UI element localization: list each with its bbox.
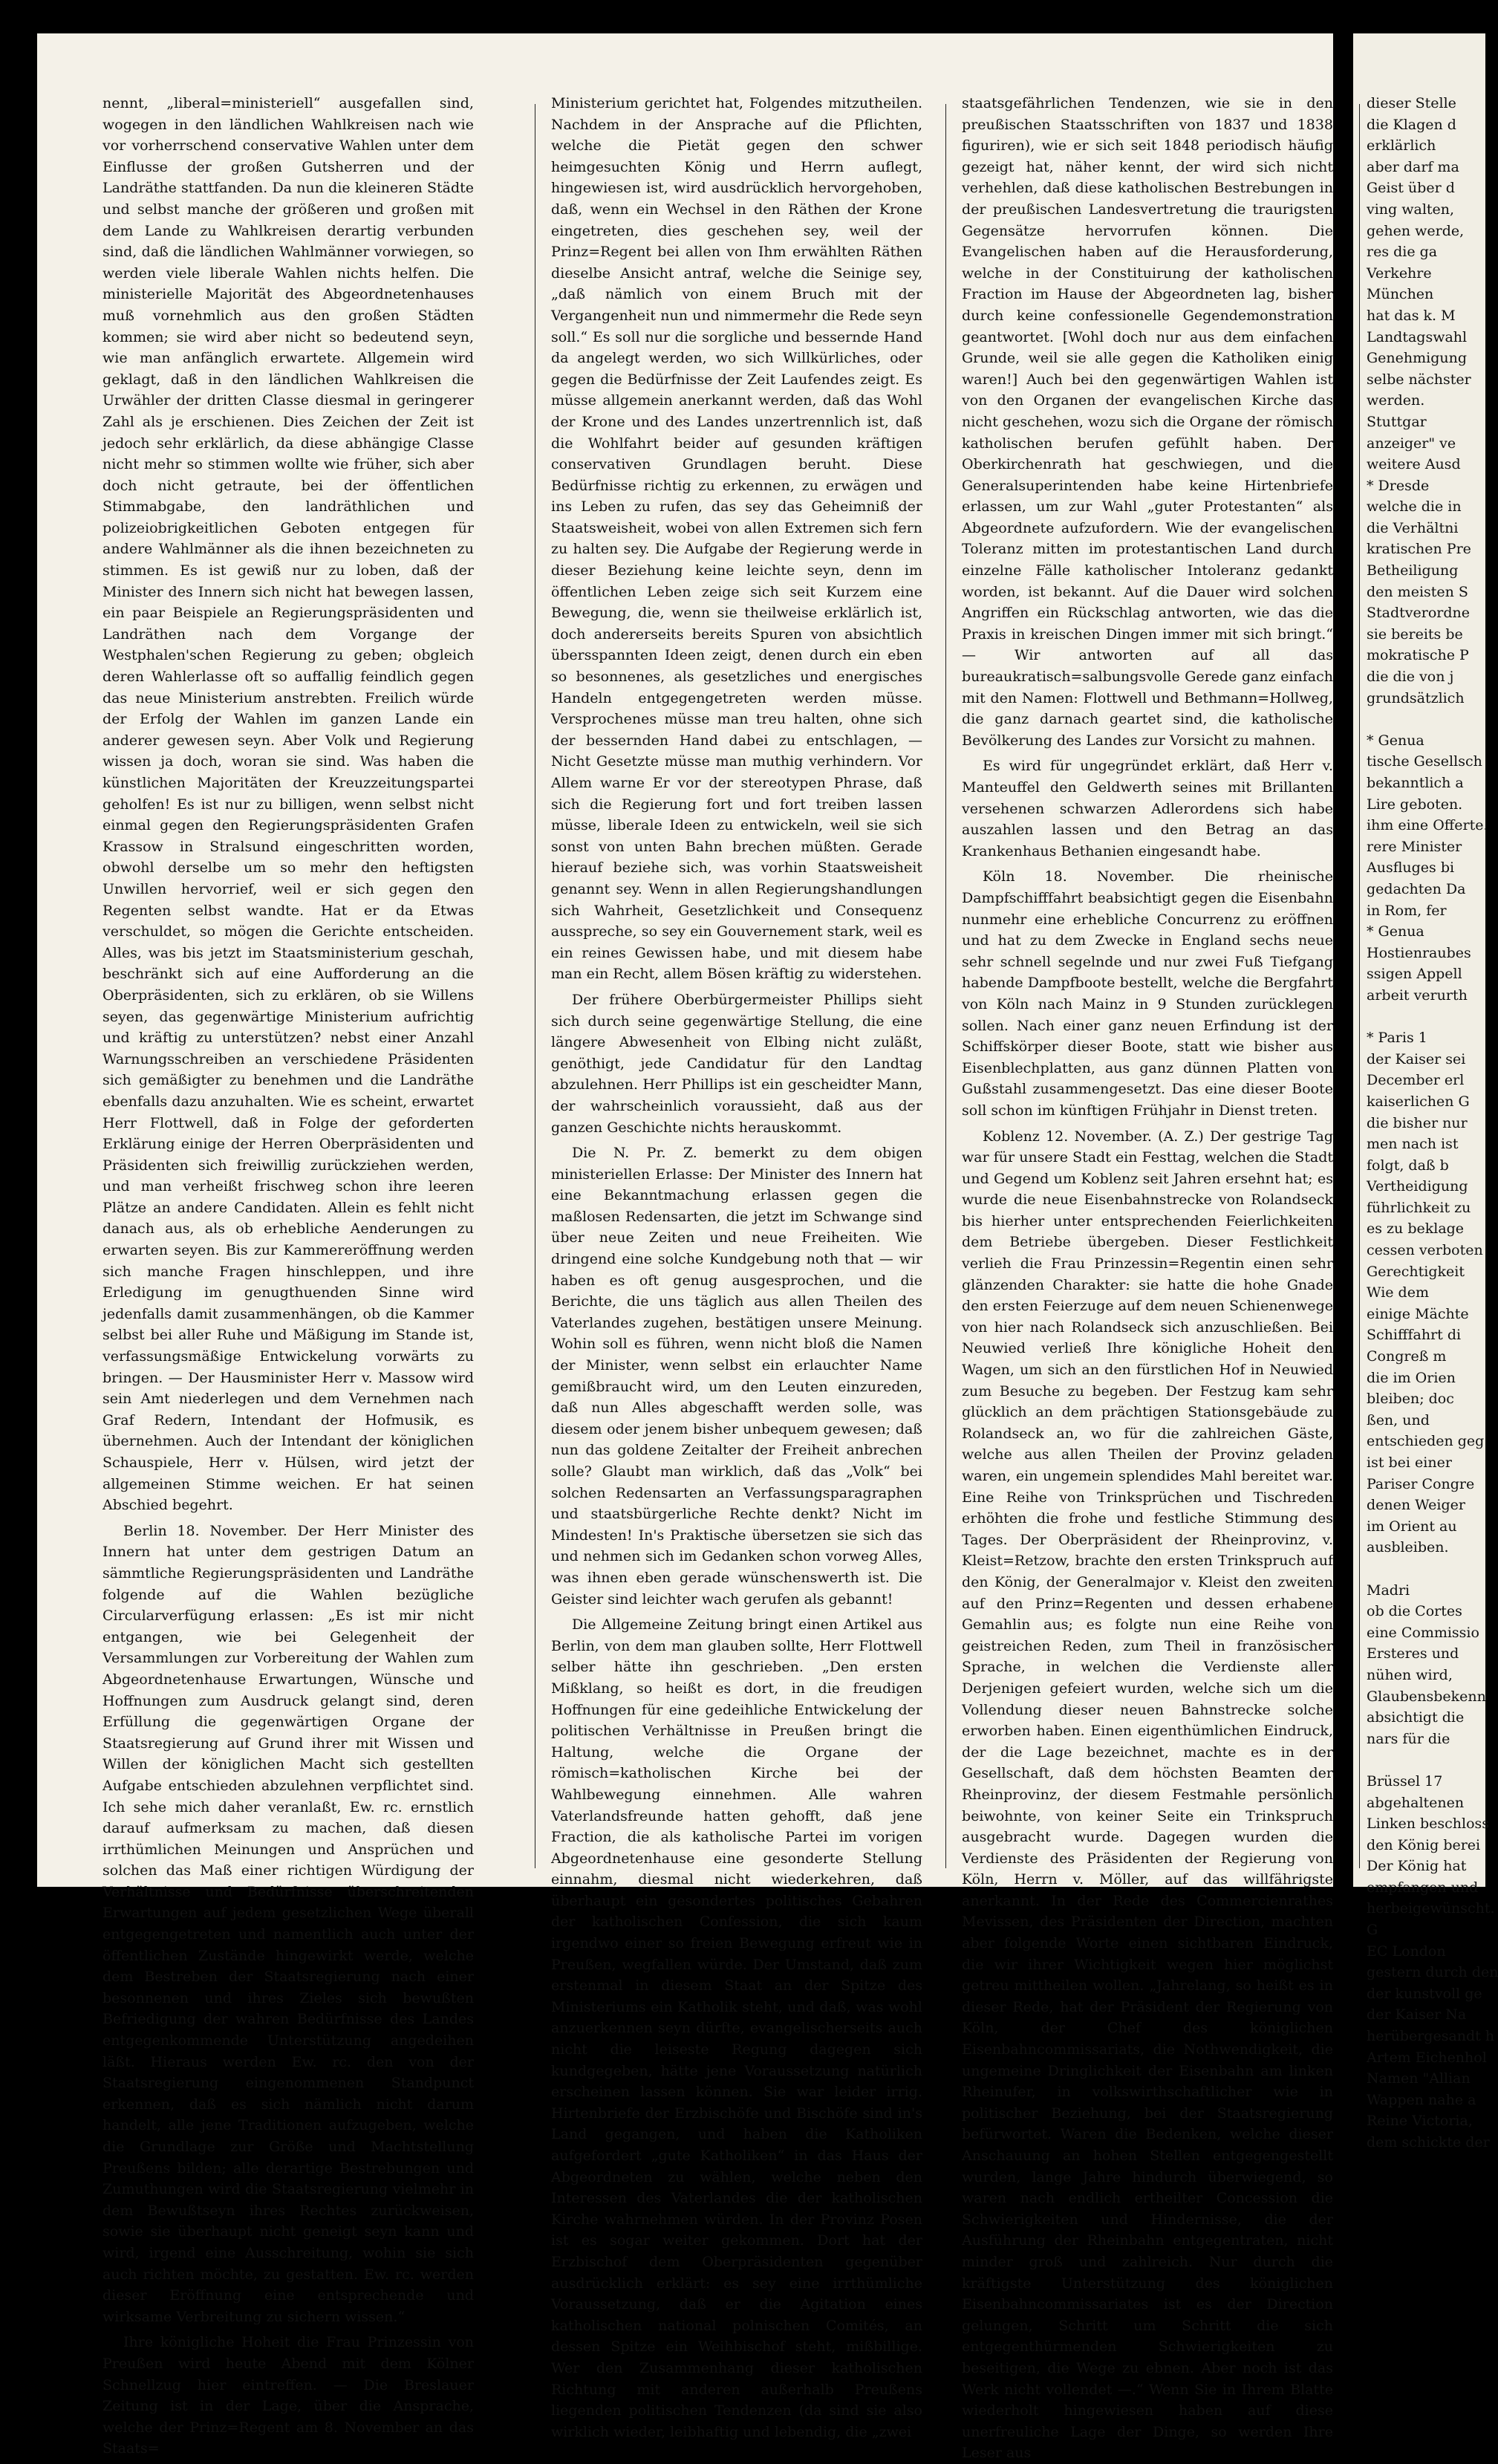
- strip-line: werden.: [1367, 392, 1425, 409]
- strip-line: arbeit verurth: [1367, 986, 1468, 1004]
- strip-line: Linken beschloss: [1367, 1816, 1490, 1833]
- strip-line: die die von j: [1367, 669, 1454, 686]
- strip-line: * Genua: [1367, 923, 1424, 940]
- paragraph: Der frühere Oberbürgermeister Phillips sieht sich durch seine gegenwärtige Stellung, die eine längere Abwesenheit von Elbing nicht zuläßt, genöthigt, jede Candidatur für den Landtag abzulehnen. Herr Phillips ist ein gescheidter Mann, der wahrscheinlich voraussieht, daß aus der ganzen Geschichte nichts herauskommt.: [551, 991, 922, 1136]
- column-rule: [945, 104, 946, 1868]
- strip-line: nars für die: [1367, 1730, 1450, 1747]
- strip-line: kaiserlichen G: [1367, 1093, 1470, 1110]
- strip-line: Geist über d: [1367, 180, 1455, 197]
- strip-line: aber darf ma: [1367, 158, 1459, 175]
- strip-line: gestern durch den: [1367, 1964, 1498, 1981]
- strip-line: Wappen nahe a: [1367, 2091, 1476, 2108]
- strip-line: Ausfluges bi: [1367, 859, 1455, 877]
- strip-line: tische Gesellsch: [1367, 753, 1482, 770]
- strip-line: ist bei einer: [1367, 1454, 1452, 1471]
- strip-line: * Paris 1: [1367, 1030, 1427, 1047]
- strip-line: der kunstvoll ge: [1367, 1985, 1482, 2002]
- strip-line: führlichkeit zu: [1367, 1199, 1471, 1216]
- strip-line: anzeiger" ve: [1367, 435, 1456, 452]
- strip-line: Congreß m: [1367, 1348, 1447, 1365]
- strip-line: ßen, und: [1367, 1411, 1430, 1428]
- strip-line: eine Commissio: [1367, 1624, 1479, 1641]
- strip-line: kratischen Pre: [1367, 541, 1471, 558]
- strip-line: Artem Eichenhol: [1367, 2049, 1487, 2066]
- strip-line: * Genua: [1367, 732, 1424, 749]
- strip-line: Vertheidigung: [1367, 1178, 1468, 1195]
- strip-line: empfangen und: [1367, 1879, 1479, 1896]
- strip-line: entschieden geg: [1367, 1433, 1485, 1450]
- paragraph: Die N. Pr. Z. bemerkt zu dem obigen ministeriellen Erlasse: Der Minister des Innern hat eine Bekanntmachung erlassen gegen die maßlosen Redensarten, die jetzt im Schwange sind über neue Zeiten und neue Freiheiten. Wie dringend eine solche Kundgebung noth that — wir haben es oft genug ausgesprochen, und die Berichte, die uns täglich aus allen Theilen des Vaterlandes zugehen, bestätigen unsere Meinung. Wohin soll es führen, wenn nicht bloß die Namen der Minister, wenn selbst ein erlauchter Name gemißbraucht wird, um den Leuten einzureden, daß nun Alles abgeschafft werden solle, was diesem oder jenem bisher unbequem gewesen; daß nun das goldene Zeitalter der Freiheit anbrechen solle? Glaubt man wirklich, daß das „Volk“ bei solchen Redensarten an Verfassungsparagraphen und staatsbürgerliche Rechte denkt? Nicht im Mindesten! In's Praktische übersetzen sie sich das und nehmen sich im Gedanken schon vorweg Alles, was ihnen eben gerade wünschenswerth ist. Die Geister sind leichter wach gerufen als gebannt!: [551, 1145, 922, 1608]
- strip-line: EC London: [1367, 1943, 1446, 1960]
- paragraph: Koblenz 12. November. (A. Z.) Der gestrige Tag war für unsere Stadt ein Festtag, welchen die Stadt und Gegend um Koblenz seit Jahren ersehnt hat; es wurde die neue Eisenbahnstrecke von Rolandseck bis hierher unter entsprechenden Feierlichkeiten dem Betriebe übergeben. Dieser Festlichkeit verlieh die Frau Prinzessin=Regentin einen sehr glänzenden Charakter: sie hatte die hohe Gnade den ersten Feierzuge auf dem neuen Schienenwege von hier nach Rolandseck sich anzuschließen. Bei Neuwied verließ Ihre königliche Hoheit den Wagen, um sich an den fürstlichen Hof in Neuwied zum Besuche zu begeben. Der Festzug kam sehr glücklich an dem prächtigen Stationsgebäude zu Rolandseck an, wo für die zahlreichen Gäste, welche aus allen Theilen der Provinz geladen waren, ein ungemein splendides Mahl bereitet war. Eine Reihe von Trinksprüchen und Tischreden erhöhten die frohe und festliche Stimmung des Tages. Der Oberpräsident der Rheinprovinz, v. Kleist=Retzow, brachte den ersten Trinkspruch auf den König, der Generalmajor v. Kleist den zweiten auf den Prinz=Regenten und dessen erhabene Gemahlin aus; es folgte nun eine Reihe von geistreichen Reden, zum Theil in französischer Sprache, in welchen die Verdienste aller Derjenigen gefeiert wurden, welche sich um die Vollendung dieser neuen Bahnstrecke solche erworben haben. Einen eigenthümlichen Eindruck, der die Lage bezeichnet, machte es in der Gesellschaft, daß dem höchsten Beamten der Rheinprovinz, der diesem Festmahle persönlich beiwohnte, von keiner Seite ein Trinkspruch ausgebracht wurde. Dagegen wurden die Verdienste des Präsidenten der Regierung von Köln, Herrn v. Möller, auf das willfährigste anerkannt. In der Rede des Commercienrathes Mevissen, des Präsidenten der Direction, machten aber folgende Worte einen sichtbaren Eindruck, die wir ihrer Wichtigkeit wegen hier möglichst getreu mittheilen wollen. „Jahrelang, so heißt es in dieser Rede, hat der Präsident der Regierung von Köln, der Chef des königlichen Eisenbahncommissariats, die Nothwendigkeit, die ungemeine Dringlichkeit der Eisenbahn am linken Rheinufer, in volkswirthschaftlicher wie in politischer Beziehung, bei der Staatsregierung befürwortet. Waren die Bedenken, welche dieser Anschauung an hohen Stellen entgegengestellt wurden, lange Jahre hindurch überwiegend, so waren nach endlich ertheilter Concession die Schwierigkeiten und Hindernisse, die der Ausführung der Rheinbahn entgegentraten, nicht minder groß und zahlreich. Nur durch die kräftigste Unterstützung des königlichen Eisenbahncommissariates ist es der Direction gelungen, Schritt um Schritt die sich entgegenthürmenden Schwierigkeiten zu beseitigen, die Wege zu ebnen. Aber noch ist das Werk nicht vollendet —.“ Wenn Sie in Ihrem Blatte wiederholt hingewiesen haben auf diese unerfreuliche Lage der Dinge, so werden Ihre Leser aus: [962, 1128, 1333, 2462]
- strip-line: Stadtverordne: [1367, 605, 1471, 622]
- column-3: [962, 93, 1333, 2462]
- strip-line: Gerechtigkeit: [1367, 1263, 1465, 1280]
- strip-line: gehen werde,: [1367, 222, 1465, 239]
- strip-line: herbeigewünscht.: [1367, 1900, 1495, 1917]
- strip-line: einige Mächte: [1367, 1305, 1469, 1322]
- strip-line: hat das k. M: [1367, 307, 1456, 324]
- strip-line: Landtagswahl: [1367, 328, 1468, 345]
- strip-line: [1353, 1007, 1485, 1028]
- strip-line: men nach ist: [1367, 1136, 1459, 1153]
- strip-line: selbe nächster: [1367, 371, 1471, 388]
- strip-line: die Verhältni: [1367, 519, 1459, 536]
- strip-line: folgt, daß b: [1367, 1157, 1449, 1174]
- strip-line: herübergesandt h: [1367, 2028, 1495, 2045]
- strip-line: Hostienraubes: [1367, 944, 1471, 961]
- strip-line: nühen wird,: [1367, 1666, 1453, 1683]
- strip-line: absichtigt die: [1367, 1709, 1465, 1726]
- strip-line: der Kaiser Na: [1367, 2006, 1467, 2023]
- paragraph: Die Allgemeine Zeitung bringt einen Artikel aus Berlin, von dem man glauben sollte, Herr Flottwell selber hätte ihn geschrieben. „Den ersten Mißklang, so heißt es dort, in die freudigen Hoffnungen für eine gedeihliche Entwickelung der politischen Verhältnisse in Preußen bringt die Haltung, welche die Organe der römisch=katholischen Kirche bei der Wahlbewegung einnehmen. Alle wahren Vaterlandsfreunde hatten gehofft, daß jene Fraction, die als katholische Partei im vorigen Abgeordnetenhause eine gesonderte Stellung einnahm, diesmal nicht wiederkehren, daß überhaupt ein gesondertes politisches Gebahren der katholischen Confession, die sich kaum irgendwo einer so freien Bewegung erfreut wie in Preußen, wegfallen würde. Der Umstand, daß zum erstenmal in diesem Staat an der Spitze des Ministeriums ein Katholik steht, und daß, was wohl anzuerkennen seyn dürfte, evangelischerseits auch nicht die leiseste Regung dagegen sich kundgegeben, hätte jene Voraussetzung natürlich erscheinen lassen können. Sie war leider irrig. Hirtenbriefe der Erzbischöfe und Bischöfe sind in's Land gegangen, und haben die Katholiken aufgefordert „gute Katholiken“ in das Haus der Abgeordneten zu wählen, welche neben den Interessen des Vaterlandes die der katholischen Kirche wahrnehmen würden. In der Provinz Posen ist es sogar weiter gekommen. Dort hat der Erzbischof dem Oberpräsidenten gegenüber ausdrücklich erklärt: es sey eine irrthümliche Voraussetzung, daß er die Agitation eines katholischen national polnischen Comités, an dessen Spitze ein Weihbischof steht, mißbillige. Wer den Zusammenhang dieser katholischen Richtung mit anderen außerhalb Preußens liegenden politischen Tendenzen (da sind sie also wirklich wieder, leibhaftig und lebendig, die „zwei: [551, 1616, 922, 2440]
- strip-line: Reine Victoria,: [1367, 2113, 1473, 2130]
- column-2: [551, 93, 922, 2440]
- strip-line: res die ga: [1367, 244, 1438, 261]
- strip-line: bekanntlich a: [1367, 775, 1464, 791]
- strip-line: ihm eine Offerte.: [1367, 817, 1488, 834]
- strip-line: Betheiligung: [1367, 562, 1459, 579]
- strip-line: [1353, 1558, 1485, 1580]
- strip-line: die Klagen d: [1367, 116, 1456, 133]
- strip-line: mokratische P: [1367, 647, 1469, 664]
- strip-line: weitere Ausd: [1367, 456, 1461, 473]
- strip-line: denen Weiger: [1367, 1497, 1465, 1514]
- strip-line: ausbleiben.: [1367, 1539, 1449, 1556]
- strip-line: Der König hat: [1367, 1858, 1467, 1875]
- paragraph: Es wird für ungegründet erklärt, daß Herr v. Manteuffel den Geldwerth seines mit Brillanten versehenen schwarzen Adlerordens sich habe auszahlen lassen und den Betrag an das Krankenhaus Bethanien eingesandt habe.: [962, 758, 1333, 859]
- paragraph: Berlin 18. November. Der Herr Minister des Innern hat unter dem gestrigen Datum an sämmtliche Regierungspräsidenten und Landräthe folgende auf die Wahlen bezügliche Circularverfügung erlassen: „Es ist mir nicht entgangen, wie bei Gelegenheit der Versammlungen zur Vorbereitung der Wahlen zum Abgeordnetenhause Erwartungen, Wünsche und Hoffnungen zum Ausdruck gelangt sind, deren Erfüllung die gegenwärtigen Organe der Staatsregierung auf Grund ihrer mit Wissen und Willen der königlichen Macht sich gestellten Aufgabe entschieden abzulehnen verpflichtet sind. Ich sehe mich daher veranlaßt, Ew. rc. ernstlich darauf aufmerksam zu machen, daß diesen irrthümlichen Meinungen und Ansprüchen und solchen das Maß einer richtigen Würdigung der Verhältnisse und Bedürfnisse überschreitenden Erwartungen auf jedem gesetzlichen Wege überall entgegengetreten und namentlich auch unter der öffentlichen Zustände hingewirkt werde, welche dem Bestreben der Staatsregierung nach einer besonnenen und ihres Zieles sich bewußten Befriedigung der wahren Bedürfnisse des Landes entgegenkommende Unterstützung angedeihen läßt. Hieraus werden Ew. rc. den von der Staatsregierung eingenommenen Standpunct erkennen, daß es sich nämlich nicht darum handelt, alle jene Traditionen aufzugeben, welche die Grundlage zur Größe und Machtstellung Preußens bilden; alle derartige Bestrebungen und Zumuthungen wird die Staatsregierung vielmehr in dem Bewußtseyn ihres Rechtes zurückweisen, sowie sie überhaupt nicht geneigt seyn kann und wird, irgend eine Ausschreitung, wohin sie sich auch richten möchte, zu gestatten. Ew. rc. werden dieser Eröffnung eine entsprechende und wirksame Verbreitung zu sichern wissen.“: [102, 1522, 474, 2325]
- strip-line: ssigen Appell: [1367, 966, 1462, 983]
- strip-line: Schifffahrt di: [1367, 1327, 1462, 1344]
- strip-line: Lire geboten.: [1367, 796, 1463, 813]
- strip-line: Namen "Allian: [1367, 2070, 1471, 2087]
- strip-line: abgehaltenen: [1367, 1794, 1465, 1811]
- adjacent-page-strip: [1353, 33, 1498, 2151]
- strip-line: dieser Stelle: [1367, 95, 1456, 111]
- paragraph: nennt, „liberal=ministeriell“ ausgefallen sind, wogegen in den ländlichen Wahlkreisen nach wie vor vorherrschend conservative Wahlen unter dem Einflusse der großen Gutsherren und der Landräthe stattfanden. Da nun die kleineren Städte und selbst manche der größeren und großen mit dem Lande zu Wahlkreisen derartig verbunden sind, daß die ländlichen Wahlmänner vorwiegen, so werden viele liberale Wahlen nichts helfen. Die ministerielle Majorität des Abgeordnetenhauses muß vornehmlich aus den großen Städten kommen; sie wird aber nicht so bedeutend seyn, wie man anfänglich erwartete. Allgemein wird geklagt, daß in den ländlichen Wahlkreisen die Urwähler der dritten Classe diesmal in geringerer Zahl als je erschienen. Dies Zeichen der Zeit ist jedoch sehr erklärlich, da diese abhängige Classe nicht mehr so stimmen wollte wie früher, sich aber doch nicht getraute, bei der öffentlichen Stimmabgabe, den landräthlichen und polizeiobrigkeitlichen Geboten entgegen für andere Wahlmänner als die ihnen bezeichneten zu stimmen. Es ist gewiß nur zu loben, daß der Minister des Innern sich nicht hat bewegen lassen, ein paar Beispiele an Regierungspräsidenten und Landräthen nach dem Vorgange der Westphalen'schen Regierung zu geben; obgleich deren Wahlerlasse oft so auffallig feindlich gegen das neue Ministerium anstrebten. Freilich würde der Erfolg der Wahlen im ganzen Lande ein anderer gewesen seyn. Aber Volk und Regierung wissen ja doch, woran sie sind. Was haben die künstlichen Majoritäten der Kreuzzeitungspartei geholfen! Es ist nur zu billigen, wenn selbst nicht einmal gegen den Regierungspräsidenten Grafen Krassow in Stralsund eingeschritten worden, obwohl derselbe um so mehr den heftigsten Unwillen hervorrief, weil er sich gegen den Regenten selbst wandte. Hat er da Etwas verschuldet, so mögen die Gerichte entscheiden. Alles, was bis jetzt im Staatsministerium geschah, beschränkt sich auf eine Aufforderung an die Oberpräsidenten, sich zu erklären, ob sie Willens seyen, das gegenwärtige Ministerium aufrichtig und kräftig zu unterstützen? nebst einer Anzahl Warnungsschreiben an verschiedene Präsidenten sich gemäßigter zu benehmen und die Landräthe ebenfalls dazu anzuhalten. Wie es scheint, erwartet Herr Flottwell, daß in Folge der geforderten Erklärung einige der Herren Oberpräsidenten und Präsidenten sich freiwillig zurückziehen werden, und man verheißt frischweg schon ihre leeren Plätze an andere Candidaten. Allein es fehlt nicht danach aus, als ob erhebliche Aenderungen zu erwarten seyen. Bis zur Kammereröffnung werden sich manche Fragen hinschleppen, und ihre Erledigung im genugthuenden Sinne wird jedenfalls damit zusammenhängen, ob die Kammer selbst bei aller Ruhe und Mäßigung im Stande ist, verfassungsmäßige Entwickelung vorwärts zu bringen. — Der Hausminister Herr v. Massow wird sein Amt niederlegen und dem Vernehmen nach Graf Redern, Intendant der Hofmusik, es übernehmen. Auch der Intendant der königlichen Schauspiele, Herr v. Hülsen, wird jetzt der allgemeinen Stimme weichen. Er hat seinen Abschied begehrt.: [102, 95, 474, 1514]
- paragraph: staatsgefährlichen Tendenzen, wie sie in den preußischen Staatsschriften von 1837 und 1838 figuriren), wie er sich seit 1848 periodisch häufig gezeigt hat, näher kennt, der wird sich nicht verhehlen, daß diese katholischen Bestrebungen in der preußischen Landesvertretung die traurigsten Gegensätze hervorrufen können. Die Evangelischen haben auf die Herausforderung, welche in der Constituirung der katholischen Fraction im Hause der Abgeordneten lag, bisher durch keine confessionelle Gegendemonstration geantwortet. [Wohl doch nur aus dem einfachen Grunde, weil sie alle gegen die Katholiken einig waren!] Auch bei den gegenwärtigen Wahlen ist von den Organen der evangelischen Kirche das nicht geschehen, wozu sich die Organe der römisch katholischen berufen gefühlt haben. Der Oberkirchenrath hat geschwiegen, und die Generalsuperintenden habe keine Hirtenbriefe erlassen, um zur Wahl „guter Protestanten“ als Abgeordnete aufzufordern. Wie der evangelischen Toleranz mitten im protestantischen Land durch einzelne Fälle katholischer Intoleranz gedankt worden, ist bekannt. Auf die Dauer wird solchen Angriffen ein Rückschlag antworten, wie das die Praxis in kreischen Dingen immer mit sich bringt.“ — Wir antworten auf all das bureaukratisch=salbungsvolle Gerede ganz einfach mit den Namen: Flottwell und Bethmann=Hollweg, die ganz darnach geartet sind, die katholische Bevölkerung des Landes zur Vorsicht zu mahnen.: [962, 95, 1333, 749]
- strip-line: die bisher nur: [1367, 1114, 1468, 1131]
- strip-line: * Dresde: [1367, 477, 1430, 494]
- strip-line: welche die in: [1367, 498, 1462, 516]
- newspaper-page: [37, 33, 1333, 2462]
- strip-line: Glaubensbekenn: [1367, 1688, 1486, 1705]
- strip-line: bleiben; doc: [1367, 1391, 1454, 1408]
- column-1: [102, 93, 474, 2457]
- strip-line: Wie dem: [1367, 1284, 1429, 1301]
- strip-line: [1353, 1749, 1485, 1771]
- adjacent-column: [1353, 93, 1498, 2151]
- strip-line: den meisten S: [1367, 583, 1468, 600]
- paragraph: Ihre königliche Hoheit die Frau Prinzessin von Preußen wird heute Abend mit dem Kölner Schnellzug hier eintreffen. — Die Breslauer Zeitung ist in der Lage, über die Ansprache, welche der Prinz=Regent am 8. November an das Staats=: [102, 2334, 474, 2457]
- strip-line: Verkehre: [1367, 264, 1432, 282]
- strip-line: dem schickte der: [1367, 2134, 1490, 2151]
- strip-line: December erl: [1367, 1072, 1465, 1089]
- paragraph: Ministerium gerichtet hat, Folgendes mitzutheilen. Nachdem in der Ansprache auf die Pflichten, welche die Pietät gegen den schwer heimgesuchten König und Herrn auflegt, hingewiesen ist, wird ausdrücklich hervorgehoben, daß, wenn ein Wechsel in den Räthen der Krone eingetreten, dies geschehen sey, weil der Prinz=Regent bei allen von Ihm erwählten Räthen dieselbe Ansicht antraf, welche die Seinige sey, „daß nämlich von einem Bruch mit der Vergangenheit nun und nimmermehr die Rede seyn soll.“ Es soll nur die sorgliche und bessernde Hand da angelegt werden, wo sich Willkürliches, oder gegen die Bedürfnisse der Zeit Laufendes zeigt. Es müsse allgemein anerkannt werden, daß das Wohl der Krone und des Landes unzertrennlich ist, daß die Wohlfahrt beider auf gesunden kräftigen conservativen Grundlagen beruht. Diese Bedürfnisse richtig zu erkennen, zu erwägen und ins Leben zu rufen, das sey das Geheimniß der Staatsweisheit, wobei von allen Extremen sich fern zu halten sey. Die Aufgabe der Regierung werde in dieser Beziehung keine leichte seyn, denn im öffentlichen Leben zeige sich seit Kurzem eine Bewegung, die, wenn sie theilweise erklärlich ist, doch andererseits bereits Spuren von absichtlich übersspannten Ideen zeigt, denen durch ein eben so besonnenes, als gesetzliches und energisches Handeln entgegengetreten werden müsse. Versprochenes müsse man treu halten, ohne sich der bessernden Hand dabei zu entschlagen, — Nicht Gesetzte müsse man muthig verhindern. Vor Allem warne Er vor der stereotypen Phrase, daß sich die Regierung fort und fort treiben lassen müsse, liberale Ideen zu entwickeln, weil sie sich sonst von unten Bahn brechen müßten. Gerade hierauf beziehe sich, was vorhin Staatsweisheit genannt sey. Wenn in allen Regierungshandlungen sich Wahrheit, Gesetzlichkeit und Consequenz ausspreche, so sey ein Gouvernement stark, weil es ein reines Gewissen habe, und mit diesem habe man ein Recht, allem Bösen kräftig zu widerstehen.: [551, 95, 922, 983]
- paragraph: Köln 18. November. Die rheinische Dampfschifffahrt beabsichtigt gegen die Eisenbahn nunmehr eine erhebliche Concurrenz zu eröffnen und hat zu dem Zwecke in England sechs neue sehr schnell segelnde und nur zwei Fuß Tiefgang habende Dampfboote bestellt, welche die Bergfahrt von Köln nach Mainz in 9 Stunden zurücklegen sollen. Nach einer ganz neuen Erfindung ist der Schiffskörper dieser Boote, statt wie bisher aus Eisenblechplatten, aus ganz dünnen Platten von Gußstahl zusammengesetzt. Das eine dieser Boote soll schon im künftigen Frühjahr in Dienst treten.: [962, 868, 1333, 1119]
- strip-line: Pariser Congre: [1367, 1475, 1475, 1492]
- strip-line: rere Minister: [1367, 838, 1462, 855]
- strip-line: ving walten,: [1367, 201, 1455, 218]
- strip-line: sie bereits be: [1367, 625, 1463, 643]
- strip-line: in Rom, fer: [1367, 902, 1447, 919]
- strip-line: die im Orien: [1367, 1369, 1456, 1386]
- strip-line: Brüssel 17: [1367, 1772, 1443, 1790]
- strip-line: den König berei: [1367, 1836, 1481, 1853]
- strip-line: cessen verboten: [1367, 1242, 1483, 1259]
- strip-line: Madri: [1367, 1582, 1410, 1599]
- strip-line: gedachten Da: [1367, 880, 1466, 897]
- strip-line: grundsätzlich: [1367, 689, 1465, 706]
- strip-line: Ersteres und: [1367, 1645, 1459, 1662]
- strip-line: im Orient au: [1367, 1518, 1457, 1535]
- strip-line: es zu beklage: [1367, 1220, 1465, 1238]
- strip-line: [1353, 709, 1485, 730]
- strip-line: Stuttgar: [1367, 413, 1427, 430]
- strip-line: München: [1367, 286, 1434, 303]
- strip-line: der Kaiser sei: [1367, 1050, 1466, 1067]
- strip-line: G: [1367, 1922, 1378, 1939]
- strip-line: erklärlich: [1367, 137, 1436, 155]
- strip-line: Genehmigung: [1367, 350, 1468, 367]
- strip-line: ob die Cortes: [1367, 1603, 1462, 1620]
